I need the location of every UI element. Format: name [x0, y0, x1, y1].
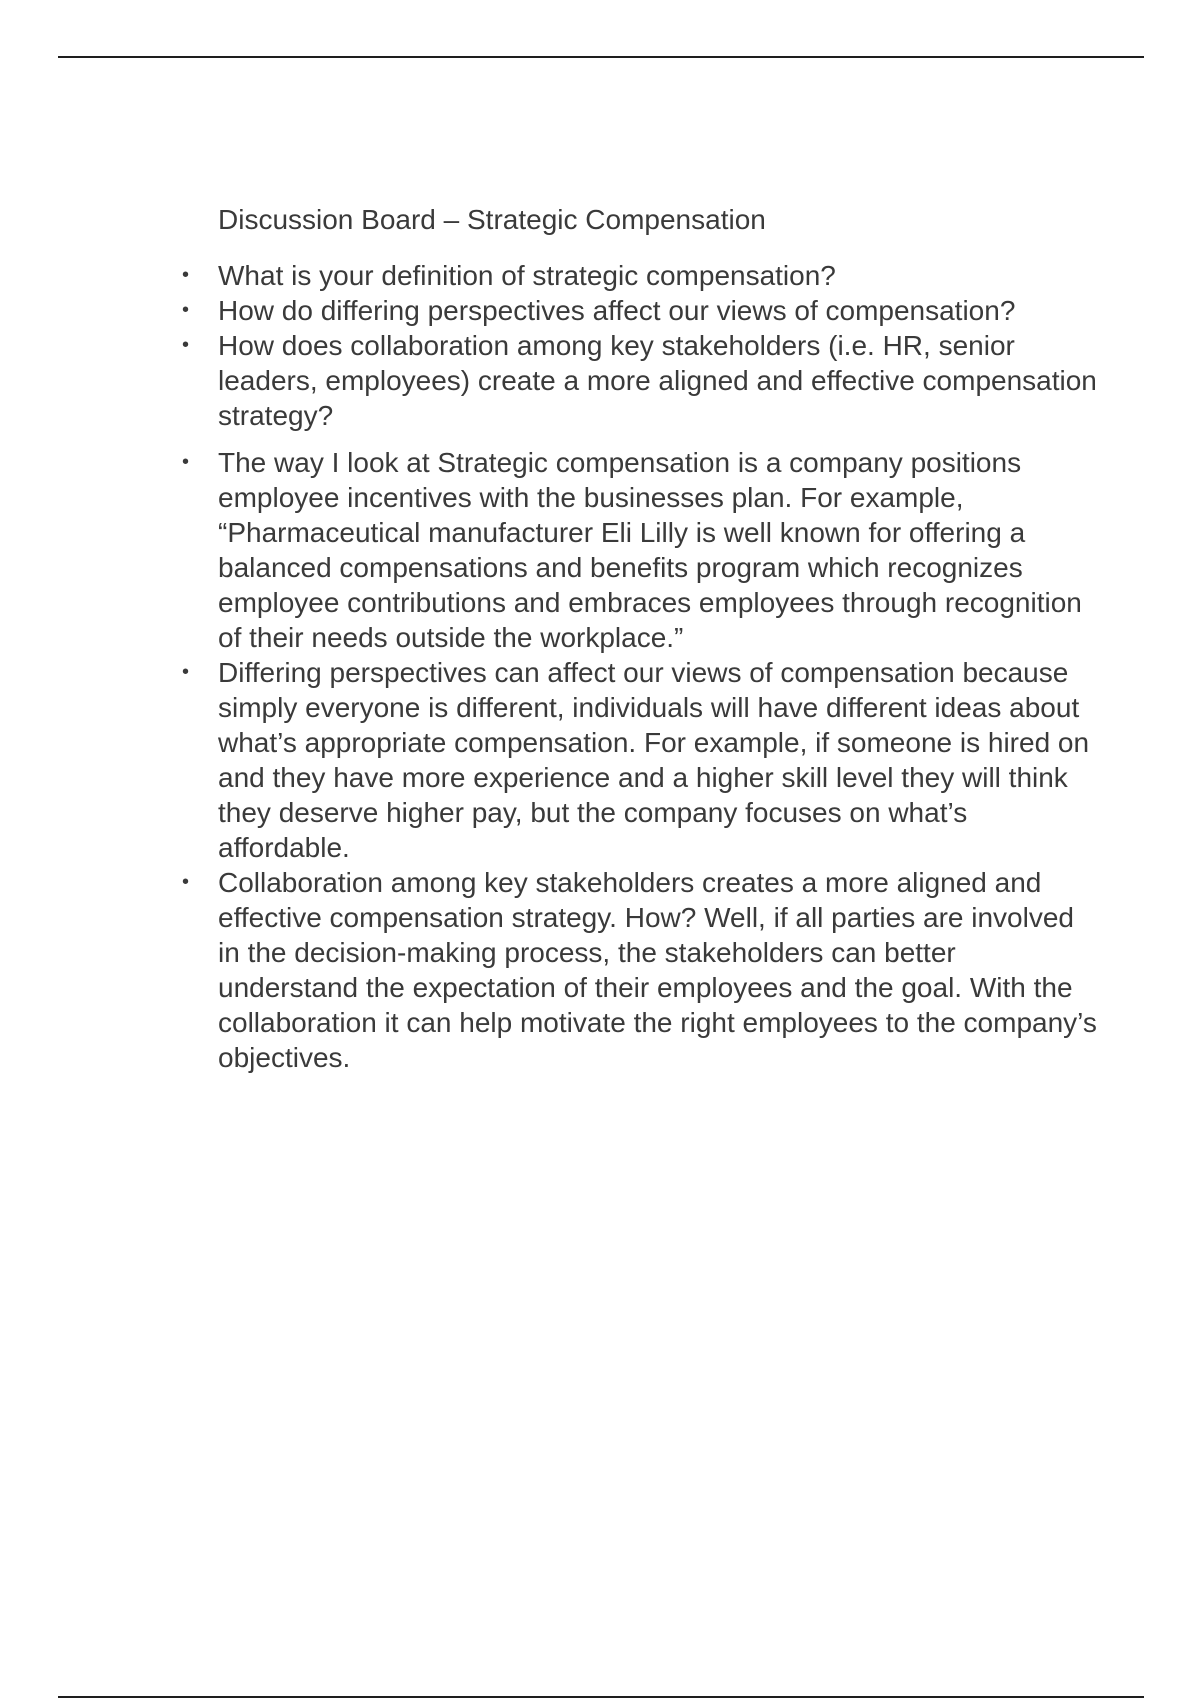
- top-rule: [58, 56, 1144, 58]
- question-item: • What is your definition of strategic compensation?: [218, 258, 1098, 293]
- question-item: • How does collaboration among key stakeholders (i.e. HR, senior leaders, employees) create a more aligned and effective compensation strategy?: [218, 328, 1098, 433]
- question-item: • How do differing perspectives affect our views of compensation?: [218, 293, 1098, 328]
- answer-list: [218, 445, 1098, 1075]
- answer-item: • The way I look at Strategic compensation is a company positions employee incentives with the businesses plan. For example, “Pharmaceutical manufacturer Eli Lilly is well known for offering a balanced compensations and benefits program which recognizes employee contributions and embraces employees through recognition of their needs outside the workplace.”: [218, 445, 1098, 655]
- document-body: [218, 202, 1098, 1075]
- document-title: Discussion Board – Strategic Compensation: [218, 204, 766, 235]
- answer-item: • Collaboration among key stakeholders creates a more aligned and effective compensation strategy. How? Well, if all parties are involved in the decision-making process, the stakeholders can better understand the expectation of their employees and the goal. With the collaboration it can help motivate the right employees to the company’s objectives.: [218, 865, 1098, 1075]
- answer-item: • Differing perspectives can affect our views of compensation because simply everyone is different, individuals will have different ideas about what’s appropriate compensation. For example, if someone is hired on and they have more experience and a higher skill level they will think they deserve higher pay, but the company focuses on what’s affordable.: [218, 655, 1098, 865]
- bottom-rule: [58, 1696, 1144, 1698]
- question-list: [218, 258, 1098, 433]
